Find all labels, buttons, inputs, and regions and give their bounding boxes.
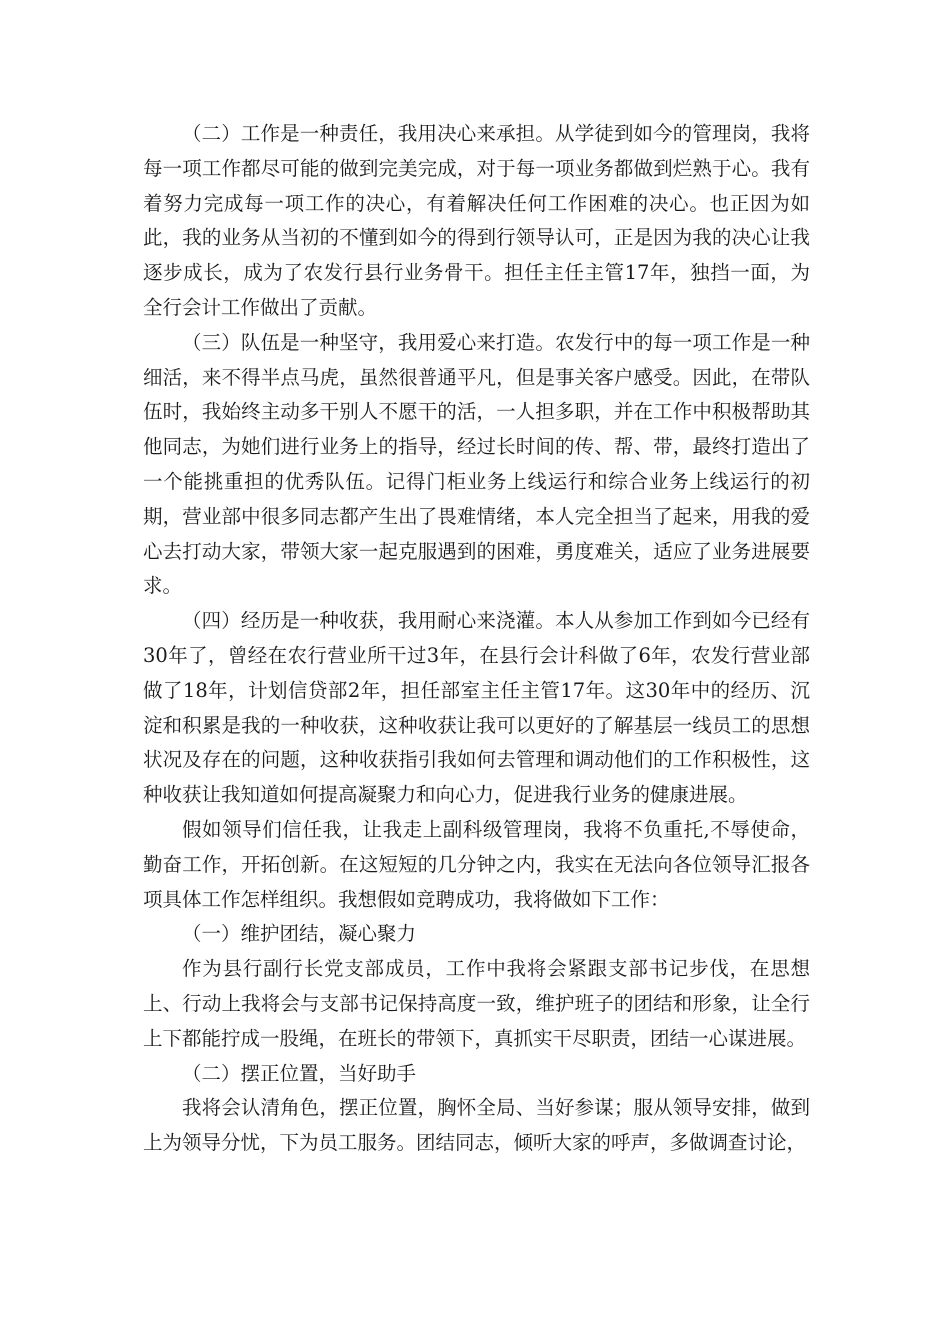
paragraph-commitment: 假如领导们信任我，让我走上副科级管理岗，我将不负重托,不辱使命，勤奋工作，开拓创新。在这短短的几分钟之内，我实在无法向各位领导汇报各项具体工作怎样组织。我想假如竞聘成功，我将做如下工作： bbox=[143, 817, 810, 911]
paragraph-experience: （四）经历是一种收获，我用耐心来浇灌。本人从参加工作到如今已经有30年了，曾经在农行营业所干过3年，在县行会计科做了6年，农发行营业部做了18年，计划信贷部2年，担任部室主任主管17年。这30年中的经历、沉淀和积累是我的一种收获，这种收获让我可以更好的了解基层一线员工的思想状况及存在的问题，这种收获指引我如何去管理和调动他们的工作积极性，这种收获让我知道如何提高凝聚力和向心力，促进我行业务的健康进展。 bbox=[143, 609, 810, 807]
paragraph-responsibility: （二）工作是一种责任，我用决心来承担。从学徒到如今的管理岗，我将每一项工作都尽可能的做到完美完成，对于每一项业务都做到烂熟于心。我有着努力完成每一项工作的决心，有着解决任何工作困难的决心。也正因为如此，我的业务从当初的不懂到如今的得到行领导认可，正是因为我的决心让我逐步成长，成为了农发行县行业务骨干。担任主任主管17年，独挡一面，为全行会计工作做出了贡献。 bbox=[143, 122, 810, 319]
paragraph-unity: 作为县行副行长党支部成员，工作中我将会紧跟支部书记步伐，在思想上、行动上我将会与支部书记保持高度一致，维护班子的团结和形象，让全行上下都能拧成一股绳，在班长的带领下，真抓实干尽职责，团结一心谋进展。 bbox=[143, 957, 810, 1050]
paragraph-assistant: 我将会认清角色，摆正位置，胸怀全局、当好参谋；服从领导安排，做到上为领导分忧，下为员工服务。团结同志，倾听大家的呼声，多做调查讨论， bbox=[143, 1096, 810, 1155]
section-heading-assistant: （二）摆正位置，当好助手 bbox=[182, 1061, 417, 1085]
section-heading-unity: （一）维护团结，凝心聚力 bbox=[182, 922, 417, 946]
document-body bbox=[143, 117, 810, 1161]
paragraph-team: （三）队伍是一种坚守，我用爱心来打造。农发行中的每一项工作是一种细活，来不得半点马虎，虽然很普通平凡，但是事关客户感受。因此，在带队伍时，我始终主动多干别人不愿干的活，一人担多职，并在工作中积极帮助其他同志，为她们进行业务上的指导，经过长时间的传、帮、带，最终打造出了一个能挑重担的优秀队伍。记得门柜业务上线运行和综合业务上线运行的初期，营业部中很多同志都产生出了畏难情绪，本人完全担当了起来，用我的爱心去打动大家，带领大家一起克服遇到的困难，勇度难关，适应了业务进展要求。 bbox=[143, 330, 810, 598]
